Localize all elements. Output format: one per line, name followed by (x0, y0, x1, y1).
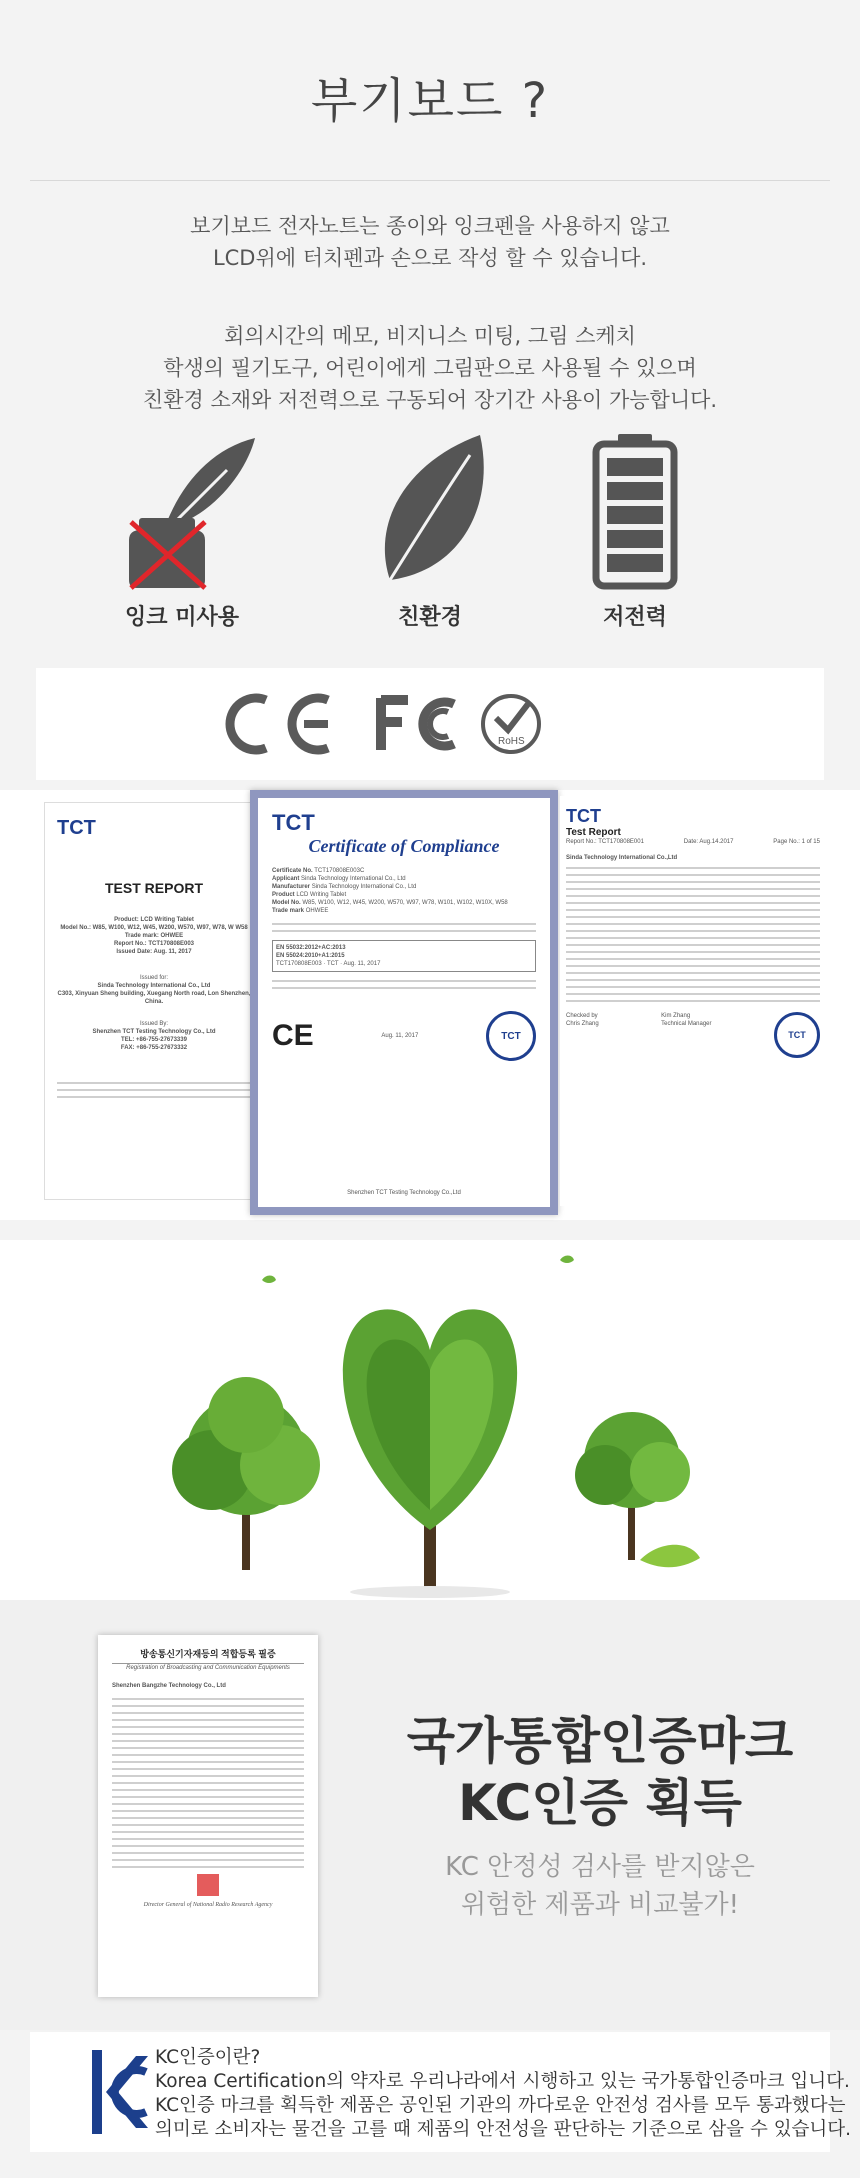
kc-heading: 국가통합인증마크 (406, 1712, 794, 1770)
usage-paragraph (0, 320, 860, 416)
kc-logo-icon (92, 2050, 148, 2138)
kc-heading: KC인증 획득 (458, 1774, 742, 1832)
document-title: TEST REPORT (104, 880, 203, 896)
left-tree-icon (172, 1377, 320, 1570)
intro-line: 보기보드 전자노트는 종이와 잉크펜을 사용하지 않고 (190, 214, 670, 238)
falling-leaf-icon (640, 1545, 700, 1568)
feature-no-ink (82, 420, 282, 631)
heart-tree-icon (343, 1309, 517, 1590)
right-tree-icon (575, 1412, 690, 1560)
feature-label: 친환경 (398, 605, 462, 630)
fcc-mark-icon (381, 698, 454, 750)
feature-label: 잉크 미사용 (125, 605, 239, 630)
leaf-icon (330, 420, 530, 590)
kc-registration-certificate: 방송통신기자재등의 적합등록 필증 Registration of Broadcasting and Communication Equipments Shenzhen Bangzhe Technology Co., Ltd Director General of National Radio Research Agency (98, 1635, 318, 1997)
tct-logo: TCT (272, 810, 315, 835)
kc-info-title: KC인증이란? (155, 2047, 261, 2068)
feature-low-power (535, 420, 735, 631)
svg-text:RoHS: RoHS (498, 736, 525, 747)
falling-leaf-icon (560, 1256, 574, 1264)
test-report-detail-document: TCT Test Report Report No.: TCT170808E001 Date: Aug.14.2017 Page No.: 1 of 15 Sinda Technology International Co.,Ltd Checked by Chris Zhang Kim Zhang Technical Manager TCT (560, 796, 826, 1206)
certification-marks-bar (36, 668, 824, 780)
intro-paragraph (0, 210, 860, 274)
usage-line: 회의시간의 메모, 비지니스 미팅, 그림 스케치 (224, 324, 636, 348)
ce-mark-icon (230, 698, 328, 750)
battery-icon (535, 420, 735, 590)
document-title: Certificate of Compliance (308, 836, 500, 856)
kc-info-line: KC인증 마크를 획득한 제품은 공인된 기관의 까다로운 안전성 검사를 모두 통과했다는 (155, 2095, 846, 2116)
tct-logo: TCT (57, 817, 96, 839)
feature-eco (330, 420, 530, 631)
tct-logo: TCT (566, 806, 601, 826)
kc-info-line: Korea Certification의 약자로 우리나라에서 시행하고 있는 국가통합인증마크 입니다. (155, 2071, 850, 2092)
page-title: 부기보드 ? (310, 73, 550, 129)
certificate-of-compliance-document: TCT Certificate of Compliance Certificate No. TCT170808E003C Applicant Sinda Technology International Co., Ltd Manufacturer Sinda Technology International Co., Ltd Product LCD Writing Tablet Model No. W85, W100, W12, W45, W200, W570, W97, W78, W101, W102, W10X, W58 Trade mark OHWEE EN 55032:2012+AC:2013 EN 55024:2010+A1:2015 TCT170808E003 · TCT · Aug. 11, 2017 CE Aug. 11, 2017 TCT Shenzhen TCT Testing Technology Co.,Ltd (250, 790, 558, 1215)
kc-subheading: KC 안정성 검사를 받지않은 위험한 제품과 비교불가! (445, 1852, 755, 1920)
official-stamp-icon (197, 1874, 219, 1896)
test-report-document: TCT TEST REPORT Product: LCD Writing Tablet Model No.: W85, W100, W12, W45, W200, W570, W97, W78, W W58 Trade mark: OHWEE Report No.: TCT170808E003 Issued Date: Aug. 11, 2017 Issued for: Sinda Technology International Co., Ltd C303, Xinyuan Sheng building, Xuegang North road, Lon Shenzhen, China. Issued By: Shenzhen TCT Testing Technology Co., Ltd TEL: +86-755-27673339 FAX: +86-755-27673332 (44, 802, 264, 1200)
certificate-documents (0, 790, 860, 1220)
heart-trees-illustration (0, 1240, 860, 1620)
title-divider (30, 180, 830, 181)
document-title: Test Report (566, 827, 621, 838)
usage-line: 친환경 소재와 저전력으로 구동되어 장기간 사용이 가능합니다. (142, 388, 718, 412)
feature-label: 저전력 (603, 605, 667, 630)
no-ink-icon (82, 420, 282, 590)
tct-seal-icon: TCT (774, 1012, 820, 1058)
ce-mark-icon: CE (272, 1019, 314, 1052)
tct-seal-icon: TCT (486, 1011, 536, 1061)
intro-line: LCD위에 터치펜과 손으로 작성 할 수 있습니다. (212, 246, 648, 270)
rohs-mark-icon (483, 696, 539, 752)
kc-info-line: 의미로 소비자는 물건을 고를 때 제품의 안전성을 판단하는 기준으로 삼을 수 있습니다. (155, 2119, 852, 2140)
usage-line: 학생의 필기도구, 어린이에게 그림판으로 사용될 수 있으며 (163, 356, 697, 380)
falling-leaf-icon (262, 1276, 276, 1284)
